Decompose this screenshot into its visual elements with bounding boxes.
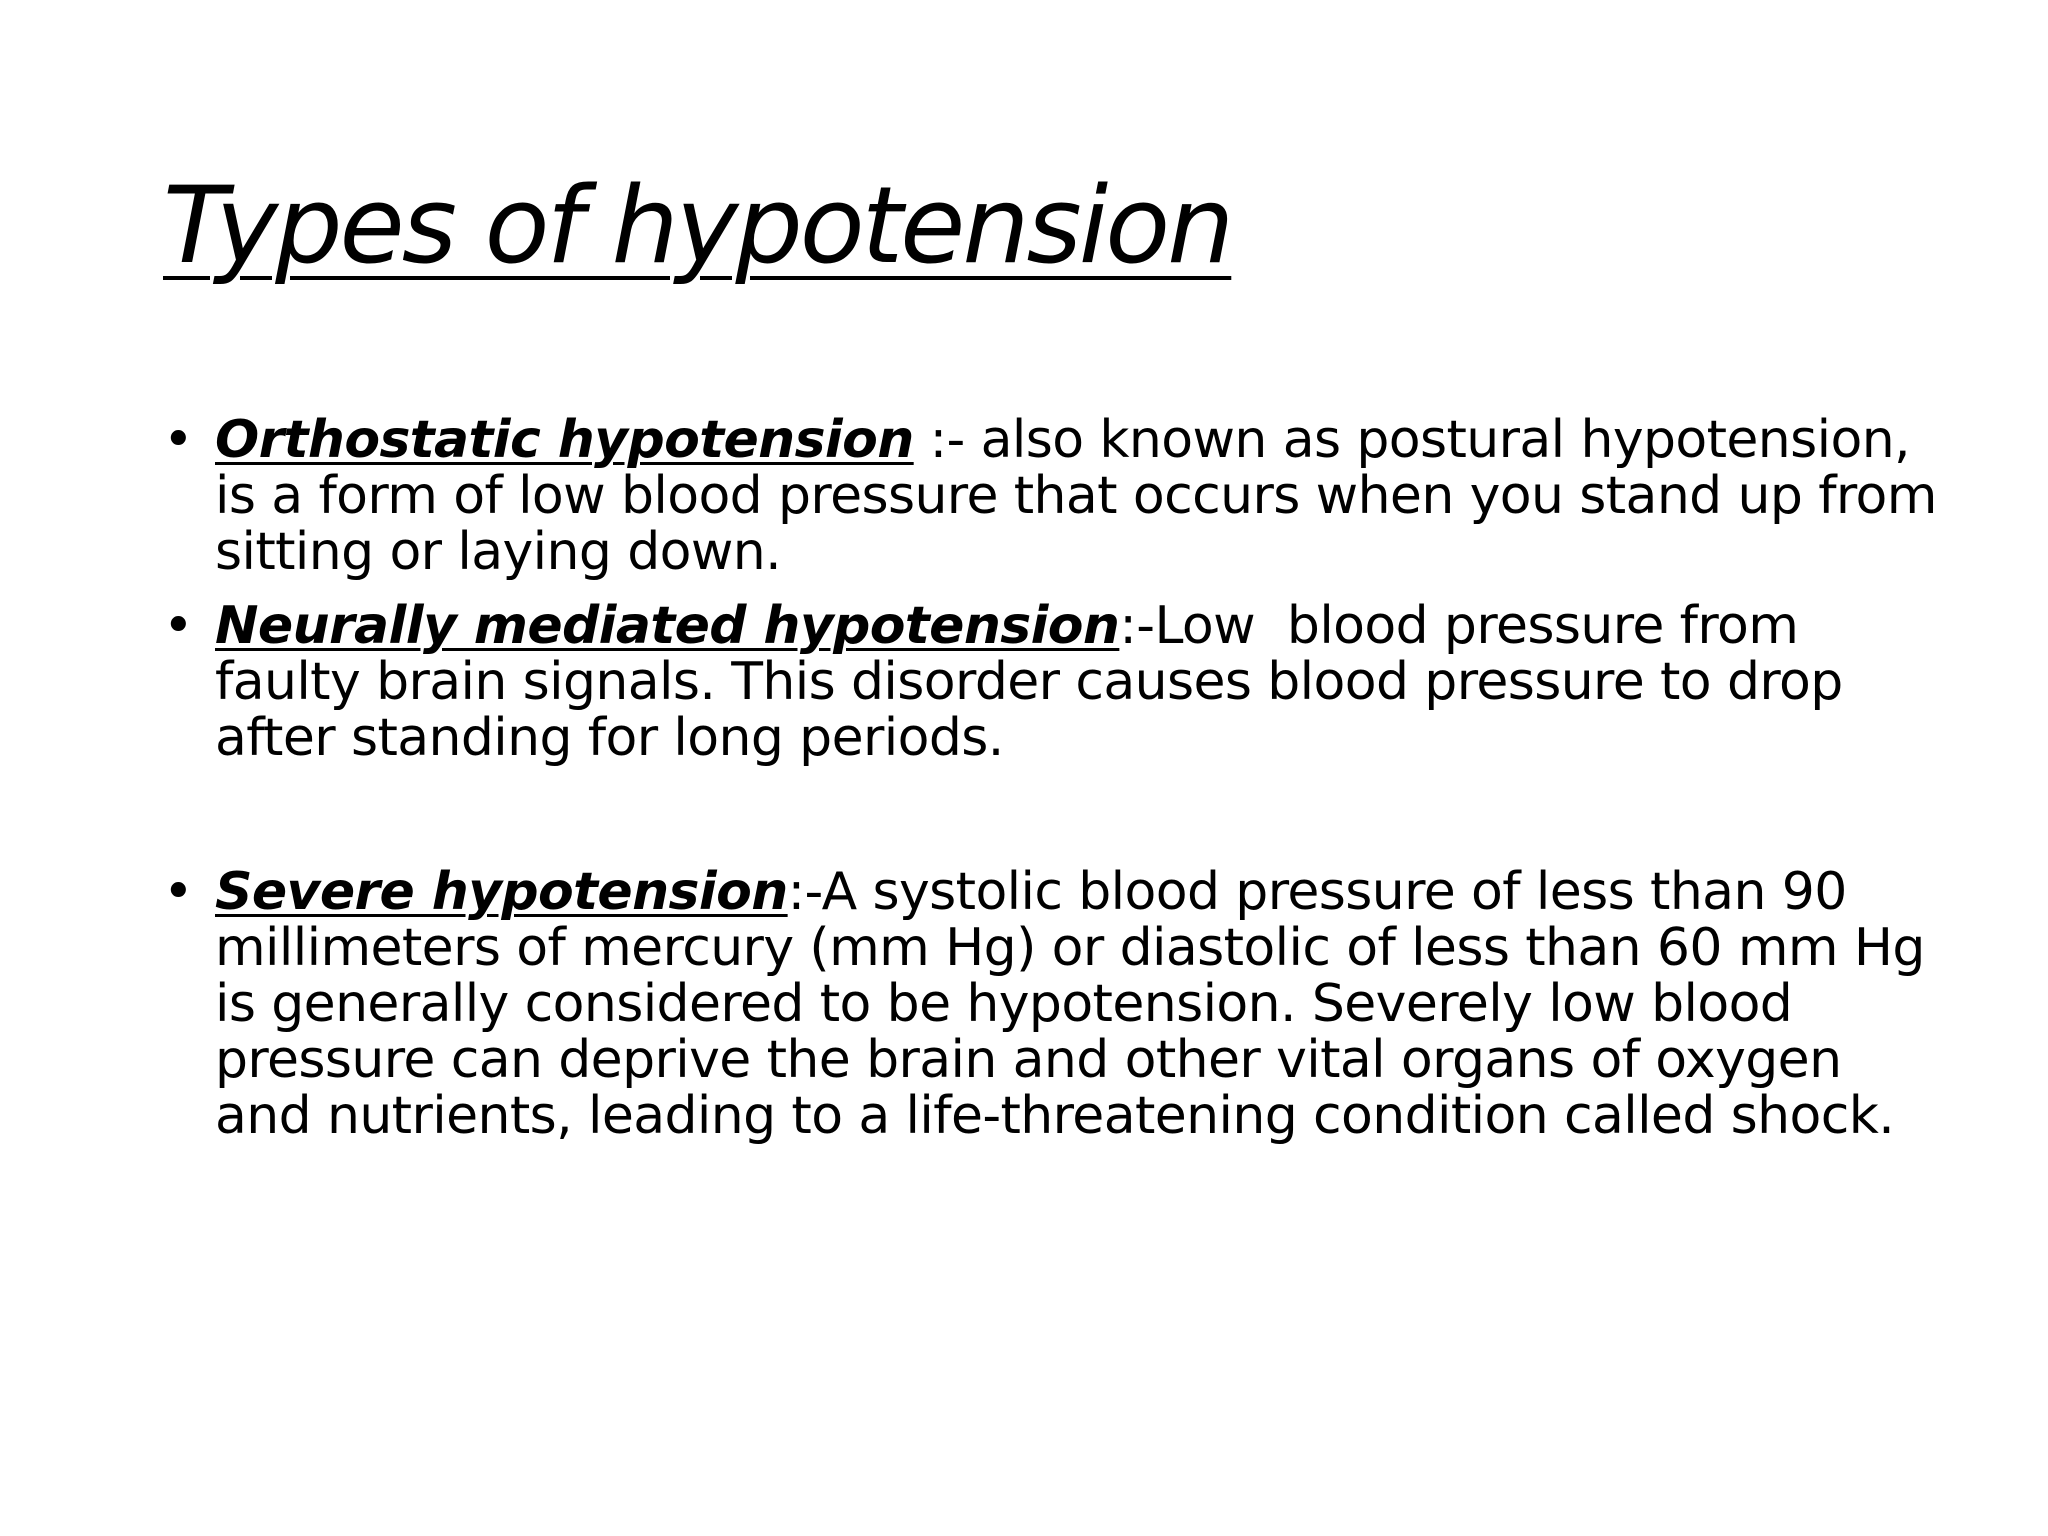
bullet-separator: :- xyxy=(787,862,822,922)
bullet-term: Orthostatic hypotension xyxy=(215,410,914,470)
bullet-marker: • xyxy=(163,410,194,470)
bullet-separator: :- xyxy=(1119,596,1155,656)
bullet-separator: :- xyxy=(913,410,981,470)
slide-title: Types of hypotension xyxy=(163,164,1232,287)
bullet-marker: • xyxy=(163,596,194,656)
bullet-text: also known as postural hypotension, is a form of low blood pressure that occurs when you stand up from sitting or laying down. xyxy=(215,410,1937,582)
bullet-item-neurally-mediated xyxy=(163,598,1953,766)
bullet-item-severe xyxy=(163,864,1953,1144)
bullet-text: A systolic blood pressure of less than 90 millimeters of mercury (mm Hg) or diastolic of less than 60 mm Hg is generally considered to be hypotension. Severely low blood pressure can deprive the brain and other vital organs of oxygen and nutrients, leading to a life-threatening condition called shock. xyxy=(215,862,1925,1146)
bullet-text: Low blood pressure from faulty brain signals. This disorder causes blood pressure to drop after standing for long periods. xyxy=(215,596,1859,768)
bullet-item-orthostatic xyxy=(163,412,1953,580)
bullet-list xyxy=(163,412,1953,1144)
bullet-term: Severe hypotension xyxy=(215,862,788,922)
bullet-marker: • xyxy=(163,862,194,922)
bullet-term: Neurally mediated hypotension xyxy=(215,596,1120,656)
